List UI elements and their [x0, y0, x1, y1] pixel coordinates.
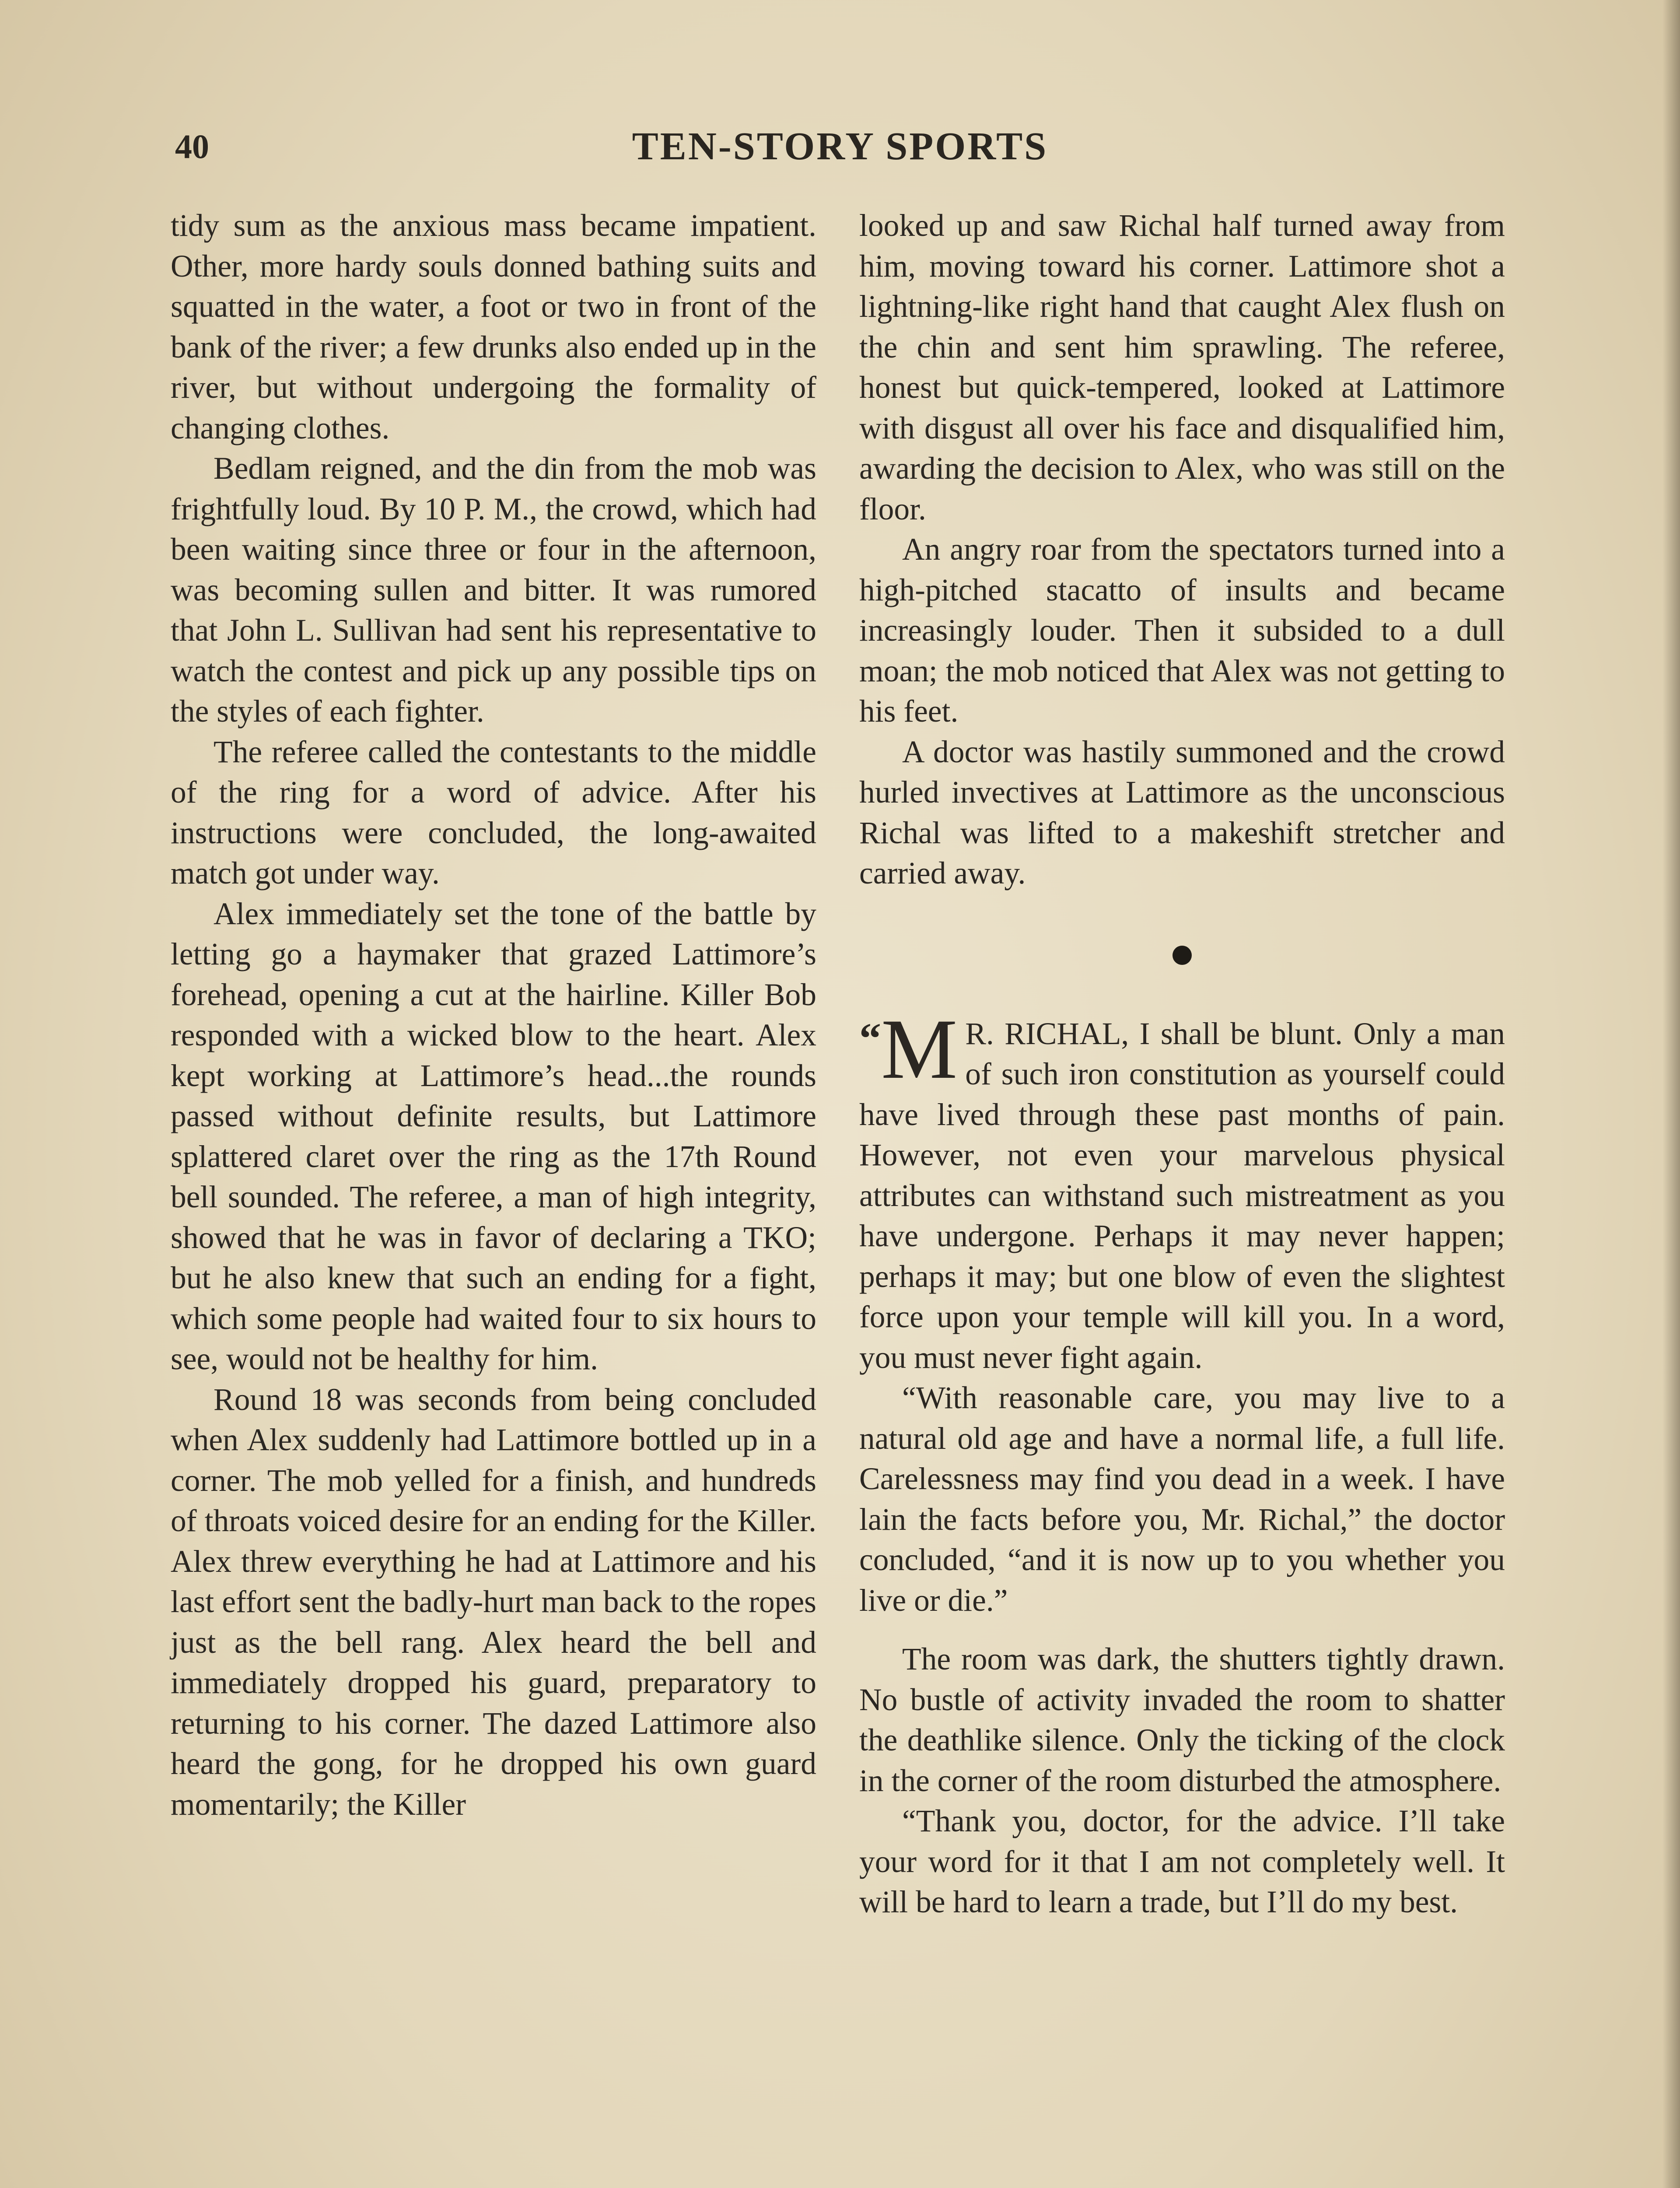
paragraph: An angry roar from the spectators turned into a high-pitched stacatto of insults and became increasingly louder. Then it subsided to a dull moan; the mob noticed that Alex was not getting to his feet.: [859, 532, 1505, 729]
page-header: [175, 118, 1505, 175]
paragraph: Bedlam reigned, and the din from the mob was frightfully loud. By 10 P. M., the crowd, which had been waiting since three or four in the afternoon, was becoming sullen and bitter. It was rumored that John L. Sullivan had sent his representative to watch the contest and pick up any possible tips on the styles of each fighter.: [171, 451, 816, 729]
paragraph: Alex immediately set the tone of the battle by letting go a haymaker that grazed Lattimore’s forehead, opening a cut at the hairline. Killer Bob responded with a wicked blow to the heart. Alex kept working at Lattimore’s head...the rounds passed without definite results, but Lattimore splattered claret over the ring as the 17th Round bell sounded. The referee, a man of high integrity, showed that he was in favor of declaring a TKO; but he also knew that such an ending for a fight, which some people had waited four to six hours to see, would not be healthy for him.: [171, 896, 816, 1376]
running-title: TEN-STORY SPORTS: [632, 125, 1048, 168]
paragraph: The referee called the contestants to the middle of the ring for a word of advice. After his instructions were concluded, the long-awaited match got under way.: [171, 734, 816, 891]
dropcap-block: [859, 1001, 958, 1097]
dropcap-open-quote: “: [859, 1013, 881, 1062]
section-break-bullet: [1172, 946, 1192, 965]
dropcap-paragraph: [859, 1001, 1505, 1378]
left-column: [171, 206, 816, 1825]
paragraph: A doctor was hastily summoned and the crowd hurled invectives at Lattimore as the unconscious Richal was lifted to a makeshift stretcher and carried away.: [859, 734, 1505, 891]
page-edge-shadow: [1662, 0, 1680, 2188]
right-column: [859, 206, 1505, 1923]
dropcap-paragraph-text: R. RICHAL, I shall be blunt. Only a man of such iron constitution as yourself could have lived through these past months of pain. However, not even your marvelous physical attributes can withstand such mistreatment as you have undergone. Perhaps it may never happen; perhaps it may; but one blow of even the slightest force upon your temple will kill you. In a word, you must never fight again.: [859, 1016, 1505, 1375]
paragraph: The room was dark, the shutters tightly drawn. No bustle of activity invaded the room to shatter the deathlike silence. Only the ticking of the clock in the corner of the room disturbed the atmosphere.: [859, 1642, 1505, 1798]
paragraph: “With reasonable care, you may live to a natural old age and have a normal life, a full life. Carelessness may find you dead in a week. I have lain the facts before you, Mr. Richal,” the doctor concluded, “and it is now up to you whether you live or die.”: [859, 1381, 1505, 1618]
paragraph: Round 18 was seconds from being concluded when Alex suddenly had Lattimore bottled up in a corner. The mob yelled for a finish, and hundreds of throats voiced desire for an ending for the Killer. Alex threw everything he had at Lattimore and his last effort sent the badly-hurt man back to the ropes just as the bell rang. Alex heard the bell and immediately dropped his guard, preparatory to returning to his corner. The dazed Lattimore also heard the gong, for he dropped his own guard momentarily; the Killer: [171, 1382, 816, 1822]
paragraph: tidy sum as the anxious mass became impatient. Other, more hardy souls donned bathing suits and squatted in the water, a foot or two in front of the bank of the river; a few drunks also ended up in the river, but without undergoing the formality of changing clothes.: [171, 208, 816, 445]
dropcap-letter: M: [881, 1001, 958, 1097]
paragraph: looked up and saw Richal half turned away from him, moving toward his corner. Lattimore shot a lightning-like right hand that caught Alex flush on the chin and sent him sprawling. The referee, honest but quick-tempered, looked at Lattimore with disgust all over his face and disqualified him, awarding the decision to Alex, who was still on the floor.: [859, 208, 1505, 526]
paragraph: “Thank you, doctor, for the advice. I’ll take your word for it that I am not completely well. It will be hard to learn a trade, but I’ll do my best.: [859, 1804, 1505, 1919]
page-number: 40: [175, 127, 209, 165]
